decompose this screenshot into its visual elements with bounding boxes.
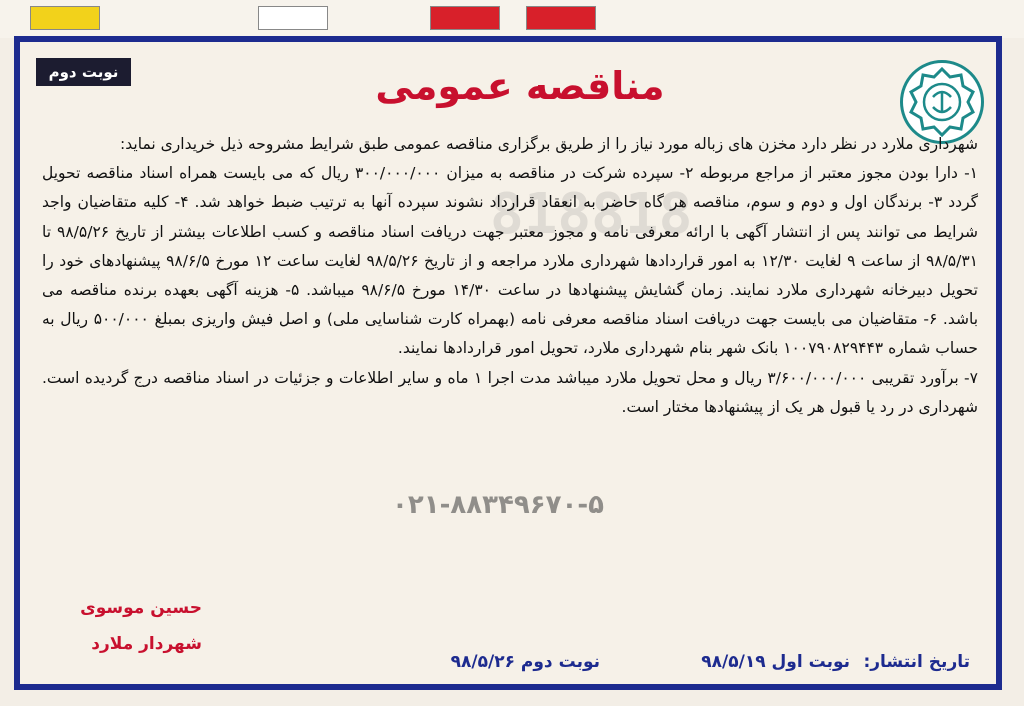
red-swatch: [430, 6, 500, 30]
watermark-phone: ۰۲۱-۸۸۳۴۹۶۷۰-۵: [392, 490, 605, 520]
signer-role: شهردار ملارد: [91, 634, 202, 654]
yellow-swatch: [30, 6, 100, 30]
notice-frame: [14, 36, 1002, 690]
publication-second: نوبت دوم ۹۸/۵/۲۶: [450, 652, 600, 672]
intro-paragraph: شهرداری ملارد در نظر دارد مخزن های زباله مورد نیاز را از طریق برگزاری مناقصه عمومی طبق شرایط مشروحه ذیل خریداری نماید:: [120, 135, 978, 153]
notice-body: [42, 130, 978, 422]
publication-dates: [410, 652, 970, 682]
color-strip: [0, 0, 1024, 38]
red-swatch-2: [526, 6, 596, 30]
publication-first: نوبت اول ۹۸/۵/۱۹: [701, 652, 850, 672]
conditions-paragraph: ۱- دارا بودن مجوز معتبر از مراجع مربوطه ۲- سپرده شرکت در مناقصه به میزان ۳۰۰/۰۰۰/۰۰۰ ریال که می بایست همراه اسناد مناقصه تحویل گردد ۳- برندگان اول و دوم و سوم، مناقصه هر گاه حاضر به انعقاد قرارداد نشوند سپرده آنها به ترتیب ضبط خواهد شد. ۴- کلیه متقاضیان واجد شرایط می توانند پس از انتشار آگهی با ارائه معرفی نامه و مجوز معتبر جهت دریافت اسناد مناقصه و کسب اطلاعات بیشتر از تاریخ ۹۸/۵/۲۶ تا ۹۸/۵/۳۱ از ساعت ۹ لغایت ۱۲/۳۰ به امور قراردادها شهرداری ملارد مراجعه و از تاریخ ۹۸/۵/۲۶ لغایت ساعت ۱۲ مورخ ۹۸/۶/۵ پیشنهادهای خود را تحویل دبیرخانه شهرداری ملارد نمایند. زمان گشایش پیشنهادها در ساعت ۱۴/۳۰ مورخ ۹۸/۶/۵ میباشد. ۵- هزینه آگهی بعهده برنده مناقصه می باشد. ۶- متقاضیان می بایست جهت دریافت اسناد مناقصه معرفی نامه (بهمراه کارت شناسایی ملی) و اصل فیش واریزی بمبلغ ۵۰۰/۰۰۰ ریال به حساب شماره ۱۰۰۷۹۰۸۲۹۴۴۳ بانک شهر بنام شهرداری ملارد، تحویل امور قراردادها نمایند.: [42, 164, 979, 358]
notice-title: مناقصه عمومی: [375, 64, 665, 108]
watermark-number: 818818: [490, 182, 693, 247]
publication-label: تاریخ انتشار:: [863, 652, 970, 672]
estimate-paragraph: ۷- برآورد تقریبی ۳/۶۰۰/۰۰۰/۰۰۰ ریال و محل تحویل ملارد میباشد مدت اجرا ۱ ماه و سایر اطلاعات و جزئیات در اسناد مناقصه درج گردیده است. شهرداری در رد یا قبول هر یک از پیشنهادها مختار است.: [42, 368, 978, 416]
status-badge: نوبت دوم: [36, 58, 131, 86]
signer-name: حسین موسوی: [80, 598, 202, 618]
white-swatch: [258, 6, 328, 30]
